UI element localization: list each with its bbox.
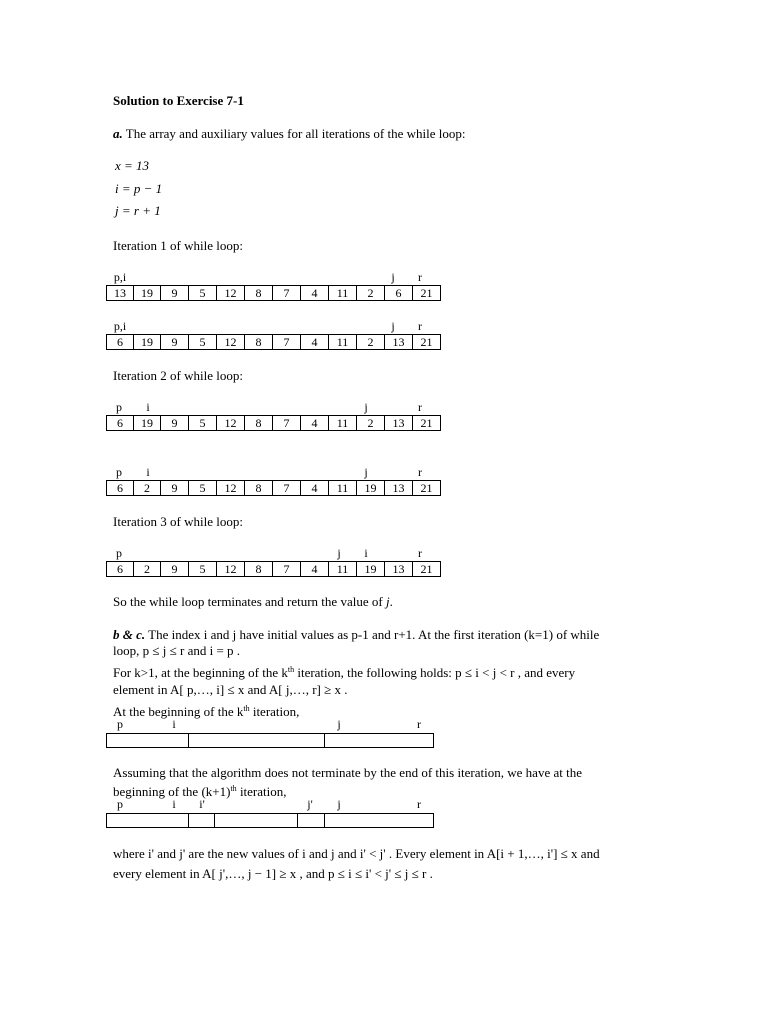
label-p-i: p,i (113, 319, 127, 333)
part-bc-line2: loop, p ≤ j ≤ r and i = p . (113, 643, 241, 658)
array-cell: 2 (134, 562, 161, 577)
terminate-var: j (385, 594, 390, 609)
array-cell: 13 (385, 562, 413, 577)
part-a-text: The array and auxiliary values for all iterations of the while loop: (125, 126, 466, 141)
array-cell: 9 (161, 481, 189, 496)
array-cell: 21 (413, 416, 441, 431)
array-cell: 13 (385, 481, 413, 496)
array-cell: 7 (273, 286, 301, 301)
array-cell: 5 (189, 481, 217, 496)
array-cell: 21 (413, 335, 441, 350)
label-p: p (116, 546, 122, 560)
terminate-sentence: So the while loop terminates and return the value of (113, 594, 386, 609)
array-cell: 8 (245, 562, 273, 577)
array-cell: 12 (217, 481, 245, 496)
array-cell: 9 (161, 416, 189, 431)
label-p-i: p,i (113, 270, 127, 284)
page-title: Solution to Exercise 7-1 (113, 93, 244, 108)
line5-text-b: iteration, (249, 704, 300, 719)
part-bc-line8: where i' and j' are the new values of i and j and i' < j' . Every element in A[i + 1,…, i'] ≤ x and (113, 846, 600, 861)
array-cell: 19 (357, 481, 385, 496)
diagram2-label-j: j (337, 797, 341, 811)
part-bc-line5 (113, 701, 299, 720)
array-cell: 21 (413, 562, 441, 577)
array-cell: 11 (329, 481, 357, 496)
array-cell: 8 (245, 335, 273, 350)
line7-text-a: beginning of the (k+1) (113, 784, 231, 799)
array-cell: 6 (107, 562, 134, 577)
line3-text-a: For k>1, at the beginning of the k (113, 665, 288, 680)
line5-text-a: At the beginning of the k (113, 704, 244, 719)
array-cell: 5 (189, 286, 217, 301)
label-p: p (116, 465, 122, 479)
iteration1-heading: Iteration 1 of while loop: (113, 238, 243, 253)
array-cell: 11 (329, 562, 357, 577)
array-cell: 2 (134, 481, 161, 496)
array-cell: 4 (301, 416, 329, 431)
array-cell: 21 (413, 481, 441, 496)
label-r: r (418, 270, 422, 284)
diagram2-label-p: p (117, 797, 123, 811)
part-bc-line3 (113, 662, 575, 681)
array-cell: 19 (134, 335, 161, 350)
array-cell: 9 (161, 562, 189, 577)
array-cell: 5 (189, 416, 217, 431)
part-bc-line1-text: The index i and j have initial values as p-1 and r+1. At the first iteration (k=1) of while (148, 627, 600, 642)
array-cell: 21 (413, 286, 441, 301)
array-cell: 9 (161, 286, 189, 301)
array-iter1-a (106, 285, 441, 301)
part-bc-label: b & c. (113, 627, 146, 642)
label-j: j (391, 270, 395, 284)
array-cell: 13 (107, 286, 134, 301)
array-cell: 6 (107, 481, 134, 496)
diagram2-segment-3 (214, 813, 298, 828)
array-cell: 11 (329, 286, 357, 301)
array-cell: 5 (189, 562, 217, 577)
diagram1-segment-right (324, 733, 434, 748)
array-cell: 4 (301, 335, 329, 350)
array-cell: 2 (357, 286, 385, 301)
array-cell: 11 (329, 335, 357, 350)
label-j: j (391, 319, 395, 333)
array-cell: 19 (134, 286, 161, 301)
diagram2-segment-1 (106, 813, 189, 828)
array-cell: 4 (301, 562, 329, 577)
label-r: r (418, 319, 422, 333)
array-cell: 11 (329, 416, 357, 431)
array-cell: 7 (273, 335, 301, 350)
array-cell: 8 (245, 286, 273, 301)
equation-x: x = 13 (115, 158, 150, 173)
line3-text-b: iteration, the following holds: p ≤ i < j < r , and every (294, 665, 576, 680)
array-iter1-b (106, 334, 441, 350)
array-cell: 2 (357, 335, 385, 350)
part-bc-line9: every element in A[ j',…, j − 1] ≥ x , and p ≤ i ≤ i' < j' ≤ j ≤ r . (113, 866, 433, 881)
part-bc-line4: element in A[ p,…, i] ≤ x and A[ j,…, r] ≥ x . (113, 682, 348, 697)
label-p: p (116, 400, 122, 414)
part-a-intro (113, 126, 465, 142)
diagram2-label-r: r (417, 797, 421, 811)
array-cell: 8 (245, 416, 273, 431)
label-i: i (146, 400, 150, 414)
label-j: j (364, 400, 368, 414)
line7-sup: th (230, 784, 237, 793)
diagram2-label-i: i (172, 797, 176, 811)
terminate-text (113, 594, 393, 610)
part-a-label: a. (113, 126, 123, 141)
array-cell: 8 (245, 481, 273, 496)
part-bc-line1 (113, 627, 599, 643)
line3-sup: th (287, 665, 295, 674)
array-cell: 19 (357, 562, 385, 577)
part-bc-line6: Assuming that the algorithm does not terminate by the end of this iteration, we have at the (113, 765, 582, 780)
diagram2-label-i-prime: i' (199, 797, 205, 811)
array-cell: 6 (107, 416, 134, 431)
iteration3-heading: Iteration 3 of while loop: (113, 514, 243, 529)
diagram1-label-r: r (417, 717, 421, 731)
array-cell: 12 (217, 562, 245, 577)
array-iter2-b (106, 480, 441, 496)
array-cell: 9 (161, 335, 189, 350)
equation-i: i = p − 1 (115, 181, 163, 196)
array-cell: 13 (385, 335, 413, 350)
array-iter2-a (106, 415, 441, 431)
diagram1-label-i: i (172, 717, 176, 731)
label-r: r (418, 400, 422, 414)
array-cell: 19 (134, 416, 161, 431)
label-j: j (364, 465, 368, 479)
array-cell: 6 (107, 335, 134, 350)
array-cell: 7 (273, 481, 301, 496)
terminate-end: . (389, 594, 393, 609)
array-cell: 7 (273, 416, 301, 431)
diagram2-segment-2 (188, 813, 215, 828)
equation-j: j = r + 1 (115, 203, 161, 218)
label-j: j (337, 546, 341, 560)
array-cell: 4 (301, 286, 329, 301)
array-cell: 12 (217, 335, 245, 350)
label-i: i (364, 546, 368, 560)
array-cell: 7 (273, 562, 301, 577)
line7-text-b: iteration, (236, 784, 287, 799)
iteration2-heading: Iteration 2 of while loop: (113, 368, 243, 383)
diagram2-segment-5 (324, 813, 434, 828)
diagram2-label-j-prime: j' (307, 797, 313, 811)
array-cell: 5 (189, 335, 217, 350)
diagram1-label-p: p (117, 717, 123, 731)
diagram1-label-j: j (337, 717, 341, 731)
diagram1-segment-middle (188, 733, 325, 748)
array-cell: 6 (385, 286, 413, 301)
array-cell: 12 (217, 286, 245, 301)
label-r: r (418, 465, 422, 479)
array-iter3 (106, 561, 441, 577)
diagram1-segment-left (106, 733, 189, 748)
array-cell: 13 (385, 416, 413, 431)
array-cell: 12 (217, 416, 245, 431)
line5-sup: th (243, 704, 250, 713)
array-cell: 4 (301, 481, 329, 496)
label-i: i (146, 465, 150, 479)
array-cell: 2 (357, 416, 385, 431)
label-r: r (418, 546, 422, 560)
diagram2-segment-4 (297, 813, 325, 828)
